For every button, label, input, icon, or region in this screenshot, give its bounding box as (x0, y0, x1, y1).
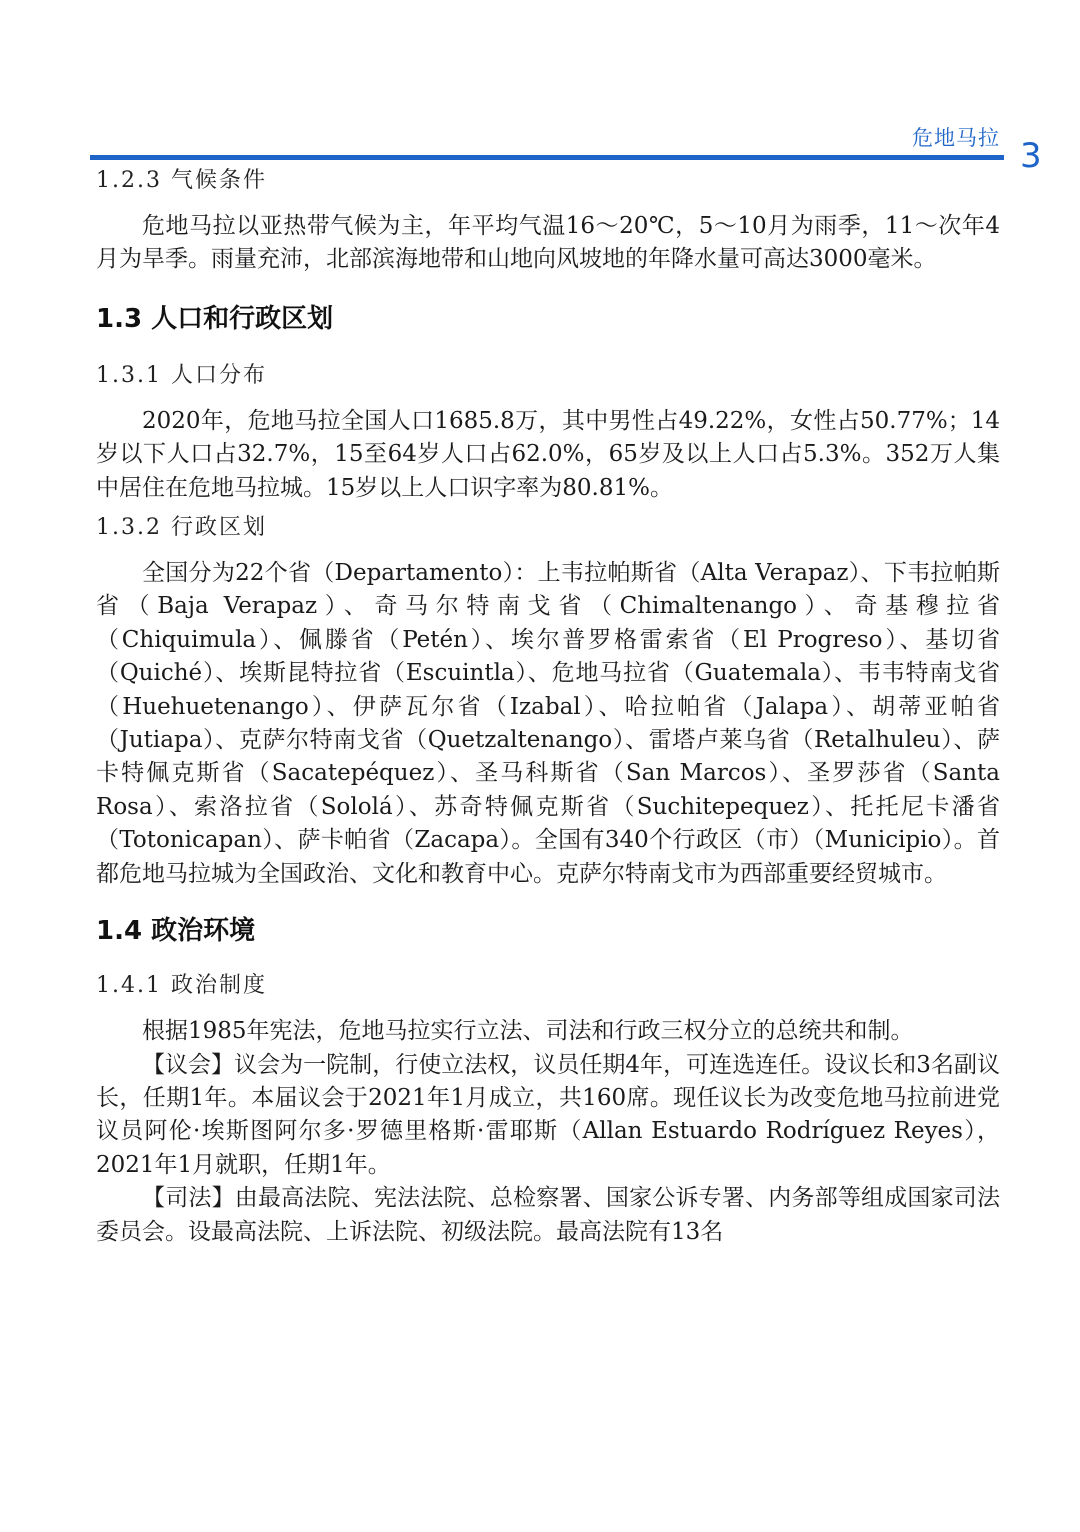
running-header-title: 危地马拉 (912, 126, 1000, 150)
page-number: 3 (1020, 136, 1042, 176)
heading-1-2-3: 1.2.3 气候条件 (96, 168, 267, 193)
page-body (96, 164, 1000, 1249)
heading-1-3: 1.3 人口和行政区划 (96, 303, 334, 334)
header-rule (90, 155, 1004, 160)
heading-1-4-1: 1.4.1 政治制度 (96, 973, 267, 999)
paragraph-political-system: 根据1985年宪法，危地马拉实行立法、司法和行政三权分立的总统共和制。 (142, 1018, 914, 1045)
paragraph-climate: 危地马拉以亚热带气候为主，年平均气温16～20℃，5～10月为雨季，11～次年4月为旱季。雨量充沛，北部滨海地带和山地向风坡地的年降水量可高达3000毫米。 (96, 213, 1000, 273)
paragraph-parliament: 【议会】议会为一院制，行使立法权，议员任期4年，可连选连任。设议长和3名副议长，任期1年。本届议会于2021年1月成立，共160席。现任议长为改变危地马拉前进党议员阿伦·埃斯图阿尔多·罗德里格斯·雷耶斯（Allan Estuardo Rodríguez Reyes），2021年1月就职，任期1年。 (96, 1051, 1000, 1178)
paragraph-judiciary: 【司法】由最高法院、宪法法院、总检察署、国家公诉专署、内务部等组成国家司法委员会。设最高法院、上诉法院、初级法院。最高法院有13名 (96, 1185, 1000, 1245)
paragraph-administrative-divisions: 全国分为22个省（Departamento）：上韦拉帕斯省（Alta Verapaz）、下韦拉帕斯省（Baja Verapaz）、奇马尔特南戈省（Chimaltenango）、奇基穆拉省（Chiquimula）、佩滕省（Petén）、埃尔普罗格雷索省（El Progreso）、基切省（Quiché）、埃斯昆特拉省（Escuintla）、危地马拉省（Guatemala）、韦韦特南戈省（Huehuetenango）、伊萨瓦尔省（Izabal）、哈拉帕省（Jalapa）、胡蒂亚帕省（Jutiapa）、克萨尔特南戈省（Quetzaltenango）、雷塔卢莱乌省（Retalhuleu）、萨卡特佩克斯省（Sacatepéquez）、圣马科斯省（San Marcos）、圣罗莎省（Santa Rosa）、索洛拉省（Sololá）、苏奇特佩克斯省（Suchitepequez）、托托尼卡潘省（Totonicapan）、萨卡帕省（Zacapa）。全国有340个行政区（市）（Municipio）。首都危地马拉城为全国政治、文化和教育中心。克萨尔特南戈市为西部重要经贸城市。 (96, 560, 1000, 887)
paragraph-population: 2020年，危地马拉全国人口1685.8万，其中男性占49.22%，女性占50.77%；14岁以下人口占32.7%，15至64岁人口占62.0%，65岁及以上人口占5.3%。352万人集中居住在危地马拉城。15岁以上人口识字率为80.81%。 (96, 407, 1000, 501)
heading-1-3-1: 1.3.1 人口分布 (96, 362, 267, 388)
heading-1-4: 1.4 政治环境 (96, 916, 256, 947)
heading-1-3-2: 1.3.2 行政区划 (96, 515, 267, 541)
